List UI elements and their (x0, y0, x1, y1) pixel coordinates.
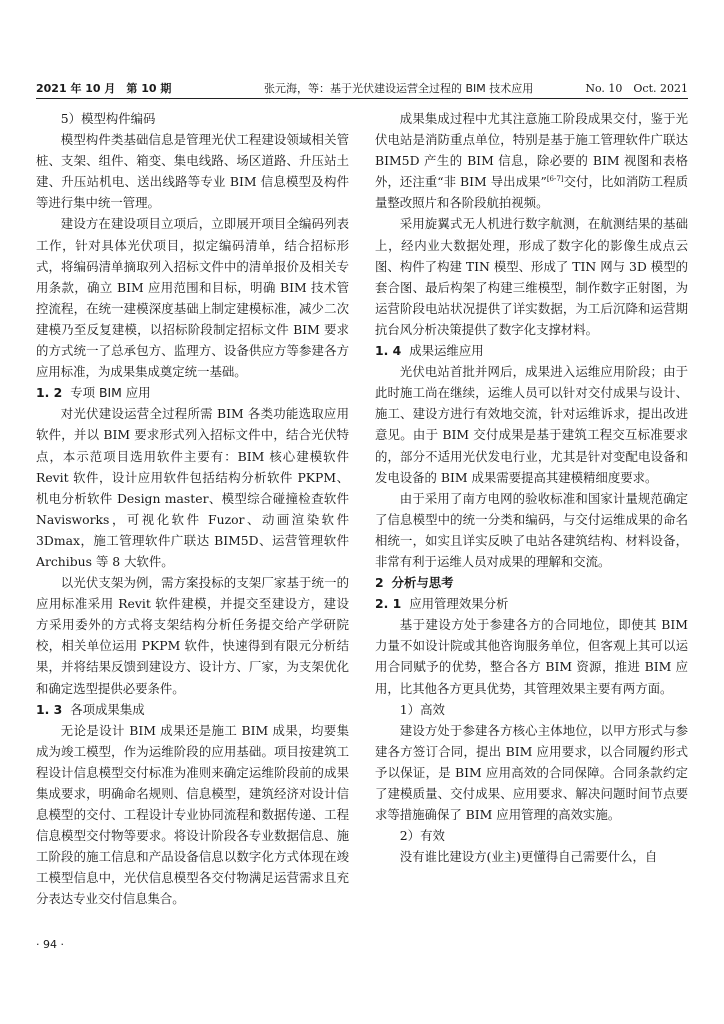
section-heading (36, 382, 349, 403)
section-heading (36, 699, 349, 720)
page-number: · 94 · (36, 938, 64, 951)
section-number: 1. 3 (36, 701, 63, 717)
running-header (36, 76, 688, 96)
paragraph-text: 交付，比如消防工程质量整改照片和各阶段航拍视频。 (375, 174, 688, 211)
left-column (36, 108, 349, 910)
subsection-title: 2）有效 (399, 828, 445, 844)
paragraph: 建设方在建设项目立项后，立即展开项目全编码列表工作，针对具体光伏项目，拟定编码清单，结合招标形式，将编码清单摘取列入招标文件中的清单报价及相关专用条款，确立 BIM 应用范围和目标，明确 BIM 技术管控流程，在统一建模深度基础上制定建模标准，减少二次建模乃至反复建模，以招标阶段制定招标文件 BIM 要求的方式统一了总承包方、监理方、设备供应方等参建各方应用标准，为成果集成奠定统一基础。 (36, 216, 349, 380)
paragraph: 光伏电站首批并网后，成果进入运维应用阶段；由于此时施工尚在继续，运维人员可以针对交付成果与设计、施工、建设方进行有效地交流，针对运维诉求，提出改进意见。由于 BIM 交付成果是基于建筑工程交互标准要求的，部分不适用光伏发电行业，尤其是针对变配电设备和发电设备的 BIM 成果需要提高其建模精细度要求。 (375, 364, 688, 485)
section-number: 1. 4 (375, 343, 402, 359)
section-title: 各项成果集成 (70, 701, 145, 717)
section-number: 1. 2 (36, 385, 63, 401)
section-title: 应用管理效果分析 (409, 596, 509, 612)
subsection-title: 1）高效 (399, 701, 445, 717)
section-title: 成果运维应用 (409, 343, 484, 359)
section-heading (375, 593, 688, 614)
section-title: 专项 BIM 应用 (70, 385, 151, 401)
paragraph: 模型构件类基础信息是管理光伏工程建设领域相关管桩、支架、组件、箱变、集电线路、场区道路、升压站土建、升压站机电、送出线路等专业 BIM 信息模型及构件等进行集中统一管理。 (36, 132, 349, 211)
paragraph: 建设方处于参建各方核心主体地位，以甲方形式与参建各方签订合同，提出 BIM 应用要求，以合同履约形式予以保证，是 BIM 应用高效的合同保障。合同条款约定了建模质量、交付成果、应用要求、解决问题时间节点要求等措施确保了 BIM 应用管理的高效实施。 (375, 722, 688, 823)
section-title: 分析与思考 (391, 575, 454, 591)
paragraph: 无论是设计 BIM 成果还是施工 BIM 成果，均要集成为竣工模型，作为运维阶段的应用基础。项目按建筑工程设计信息模型交付标准为准则来确定运维阶段前的成果集成要求，明确命名规则、信息模型，建筑经济对设计信息模型的交付、工程设计专业协同流程和数据传递、工程信息模型交付物等要求。将设计阶段各专业数据信息、施工阶段的施工信息和产品设备信息以数字化方式体现在竣工模型信息中，光伏信息模型各交付物满足运营需求且充分表达专业交付信息集合。 (36, 722, 349, 907)
paragraph: 以光伏支架为例，需方案投标的支架厂家基于统一的应用标准采用 Revit 软件建模，并提交至建设方，建设方采用委外的方式将支架结构分析任务提交给产学研院校，相关单位运用 PKPM 软件，快速得到有限元分析结果，并将结果反馈到建设方、设计方、厂家，为支架优化和确定选型提供必要条件。 (36, 575, 349, 696)
section-number: 2 (375, 575, 384, 591)
paragraph: 对光伏建设运营全过程所需 BIM 各类功能选取应用软件，并以 BIM 要求形式列入招标文件中，结合光伏特点，本示范项目选用软件主要有：BIM 核心建模软件 Revit 软件，设计应用软件包括结构分析软件 PKPM、机电分析软件 Design master、模型综合碰撞检查软件 Navisworks，可视化软件 Fuzor、动画渲染软件 3Dmax，施工管理软件广联达 BIM5D、运营管理软件 Archibus 等 8 大软件。 (36, 406, 349, 569)
header-issue: 2021 年 10 月 第 10 期 (36, 82, 172, 95)
paragraph: 没有谁比建设方(业主)更懂得自己需要什么，自 (399, 849, 658, 865)
paragraph: 采用旋翼式无人机进行数字航测，在航测结果的基础上，经内业大数据处理，形成了数字化的影像生成点云图、构件了构建 TIN 模型、形成了 TIN 网与 3D 模型的套合图、最后构架了构建三维模型，制作数字正射图，为运营阶段电站状况提供了详实数据，为工后沉降和运营期抗台风分析决策提供了数字化支撑材料。 (375, 216, 688, 337)
header-rule (36, 98, 688, 99)
citation-ref: [6-7] (546, 175, 564, 184)
paragraph-text: 成果集成过程中尤其注意施工阶段成果交付，鉴于光伏电站是消防重点单位，特别是基于施工管理软件广联达 BIM5D 产生的 BIM 信息，除必要的 BIM 视图和表格外，还注重“非 BIM 导出成果” (375, 111, 688, 190)
paragraph: 由于采用了南方电网的验收标准和国家计量规范确定了信息模型中的统一分类和编码，与交付运维成果的命名相统一，如实且详实反映了电站各建筑结构、材料设备，非常有利于运维人员对成果的理解和交流。 (375, 490, 688, 569)
header-issue-en: No. 10 Oct. 2021 (585, 82, 688, 95)
paragraph: 基于建设方处于参建各方的合同地位，即使其 BIM 力量不如设计院或其他咨询服务单位，但客观上其可以运用合同赋予的优势，整合各方 BIM 资源，推进 BIM 应用，比其他各方更具优势，其管理效果主要有两方面。 (375, 617, 688, 696)
paragraph (375, 108, 688, 213)
section-number: 2. 1 (375, 596, 402, 612)
section-heading (375, 572, 688, 593)
section-heading (375, 340, 688, 361)
subsection-title: 5）模型构件编码 (60, 111, 156, 126)
header-article: 张元海，等：基于光伏建设运营全过程的 BIM 技术应用 (264, 82, 534, 95)
right-column (375, 108, 688, 867)
